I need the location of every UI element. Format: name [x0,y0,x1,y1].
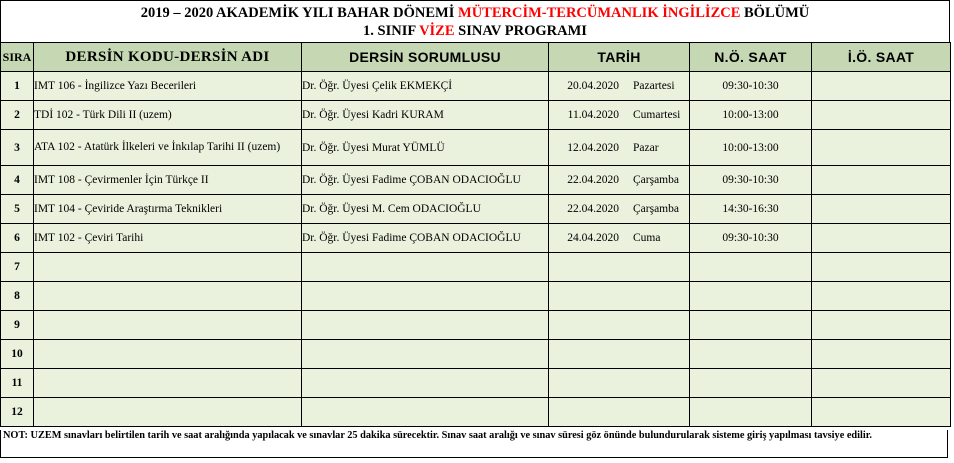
course-cell[interactable] [34,369,302,398]
row-number-cell[interactable]: 12 [1,398,34,427]
instructor-cell[interactable] [302,369,549,398]
date-cell[interactable] [549,311,690,340]
io-time-cell[interactable] [812,166,951,195]
title-text-2: BÖLÜMÜ [740,5,810,21]
no-time-cell[interactable] [690,253,812,282]
table-header-row [1,43,951,72]
course-cell[interactable]: IMT 104 - Çeviride Araştırma Teknikleri [34,195,302,224]
exam-type: VİZE [419,23,455,39]
no-time-cell[interactable] [690,369,812,398]
instructor-cell[interactable] [302,253,549,282]
table-row [1,311,951,340]
date-cell[interactable] [549,224,690,253]
io-time-cell[interactable] [812,282,951,311]
no-time-cell[interactable]: 10:00-13:00 [690,101,812,130]
exam-weekday: Pazar [633,141,659,154]
column-header-date[interactable]: TARİH [549,43,690,72]
exam-date: 22.04.2020 [567,203,619,215]
title-text-1: 2019 – 2020 AKADEMİK YILI BAHAR DÖNEMİ [140,5,459,21]
table-row [1,130,951,166]
instructor-cell[interactable]: Dr. Öğr. Üyesi Fadime ÇOBAN ODACIOĞLU [302,224,549,253]
io-time-cell[interactable] [812,224,951,253]
date-cell[interactable] [549,282,690,311]
course-cell[interactable]: ATA 102 - Atatürk İlkeleri ve İnkılap Tarihi II (uzem) [34,130,302,166]
table-row [1,195,951,224]
exam-weekday: Çarşamba [633,174,679,186]
date-cell[interactable] [549,166,690,195]
title-line-1 [1,1,949,22]
course-cell[interactable] [34,311,302,340]
instructor-cell[interactable]: Dr. Öğr. Üyesi Kadri KURAM [302,101,549,130]
course-cell[interactable] [34,398,302,427]
row-number-cell[interactable]: 11 [1,369,34,398]
column-header-no-time[interactable]: N.Ö. SAAT [690,43,812,72]
row-number-cell[interactable]: 9 [1,311,34,340]
io-time-cell[interactable] [812,340,951,369]
exam-weekday: Cumartesi [633,109,681,121]
column-header-course[interactable]: DERSİN KODU-DERSİN ADI [34,43,302,72]
exam-date: 22.04.2020 [567,174,619,186]
no-time-cell[interactable] [690,340,812,369]
date-cell[interactable] [549,130,690,166]
date-cell[interactable] [549,101,690,130]
table-row [1,72,951,101]
course-cell[interactable]: IMT 106 - İngilizce Yazı Becerileri [34,72,302,101]
table-row [1,166,951,195]
no-time-cell[interactable]: 09:30-10:30 [690,166,812,195]
row-number-cell[interactable]: 6 [1,224,34,253]
no-time-cell[interactable]: 14:30-16:30 [690,195,812,224]
department-name: MÜTERCİM-TERCÜMANLIK İNGİLİZCE [458,5,741,21]
exam-date: 12.04.2020 [567,141,619,154]
course-cell[interactable]: IMT 102 - Çeviri Tarihi [34,224,302,253]
column-header-io-time[interactable]: İ.Ö. SAAT [812,43,951,72]
course-cell[interactable]: TDİ 102 - Türk Dili II (uzem) [34,101,302,130]
row-number-cell[interactable]: 7 [1,253,34,282]
io-time-cell[interactable] [812,369,951,398]
date-cell[interactable] [549,340,690,369]
course-cell[interactable]: IMT 108 - Çevirmenler İçin Türkçe II [34,166,302,195]
io-time-cell[interactable] [812,130,951,166]
subtitle-text-2: SINAV PROGRAMI [454,23,587,39]
io-time-cell[interactable] [812,311,951,340]
io-time-cell[interactable] [812,195,951,224]
footer-note: NOT: UZEM sınavları belirtilen tarih ve saat aralığında yapılacak ve sınavlar 25 dakika sürecektir. Sınav saat aralığı ve sınav süresi göz önünde bulundurularak sisteme giriş yapılması tavsiye edilir. [0,430,948,458]
column-header-instructor[interactable]: DERSİN SORUMLUSU [302,43,549,72]
exam-weekday: Çarşamba [633,203,679,215]
date-cell[interactable] [549,195,690,224]
row-number-cell[interactable]: 8 [1,282,34,311]
io-time-cell[interactable] [812,72,951,101]
no-time-cell[interactable] [690,311,812,340]
instructor-cell[interactable]: Dr. Öğr. Üyesi Fadime ÇOBAN ODACIOĞLU [302,166,549,195]
instructor-cell[interactable] [302,398,549,427]
exam-date: 24.04.2020 [567,232,619,244]
date-cell[interactable] [549,369,690,398]
course-cell[interactable] [34,282,302,311]
date-cell[interactable] [549,398,690,427]
row-number-cell[interactable]: 1 [1,72,34,101]
table-row [1,282,951,311]
instructor-cell[interactable]: Dr. Öğr. Üyesi Çelik EKMEKÇİ [302,72,549,101]
table-row [1,340,951,369]
subtitle-text-1: 1. SINIF [363,23,420,39]
exam-weekday: Cuma [633,232,661,244]
table-row [1,369,951,398]
no-time-cell[interactable]: 09:30-10:30 [690,72,812,101]
row-number-cell[interactable]: 3 [1,130,34,166]
no-time-cell[interactable]: 10:00-13:00 [690,130,812,166]
io-time-cell[interactable] [812,398,951,427]
title-line-2 [1,22,949,40]
table-row [1,253,951,282]
exam-date: 11.04.2020 [567,109,619,121]
row-number-cell[interactable]: 10 [1,340,34,369]
exam-date: 20.04.2020 [567,80,619,92]
no-time-cell[interactable]: 09:30-10:30 [690,224,812,253]
date-cell[interactable] [549,253,690,282]
no-time-cell[interactable] [690,282,812,311]
io-time-cell[interactable] [812,101,951,130]
row-number-cell[interactable]: 2 [1,101,34,130]
date-cell[interactable] [549,72,690,101]
table-row [1,101,951,130]
instructor-cell[interactable] [302,282,549,311]
row-number-cell[interactable]: 5 [1,195,34,224]
schedule-table [0,42,951,427]
instructor-cell[interactable] [302,311,549,340]
course-cell[interactable] [34,253,302,282]
instructor-cell[interactable] [302,340,549,369]
io-time-cell[interactable] [812,253,951,282]
column-header-sira[interactable]: SIRA [1,43,34,72]
table-row [1,398,951,427]
row-number-cell[interactable]: 4 [1,166,34,195]
sheet-title [0,0,950,43]
course-cell[interactable] [34,340,302,369]
table-row [1,224,951,253]
instructor-cell[interactable]: Dr. Öğr. Üyesi Murat YÜMLÜ [302,130,549,166]
exam-weekday: Pazartesi [633,80,675,92]
instructor-cell[interactable]: Dr. Öğr. Üyesi M. Cem ODACIOĞLU [302,195,549,224]
no-time-cell[interactable] [690,398,812,427]
